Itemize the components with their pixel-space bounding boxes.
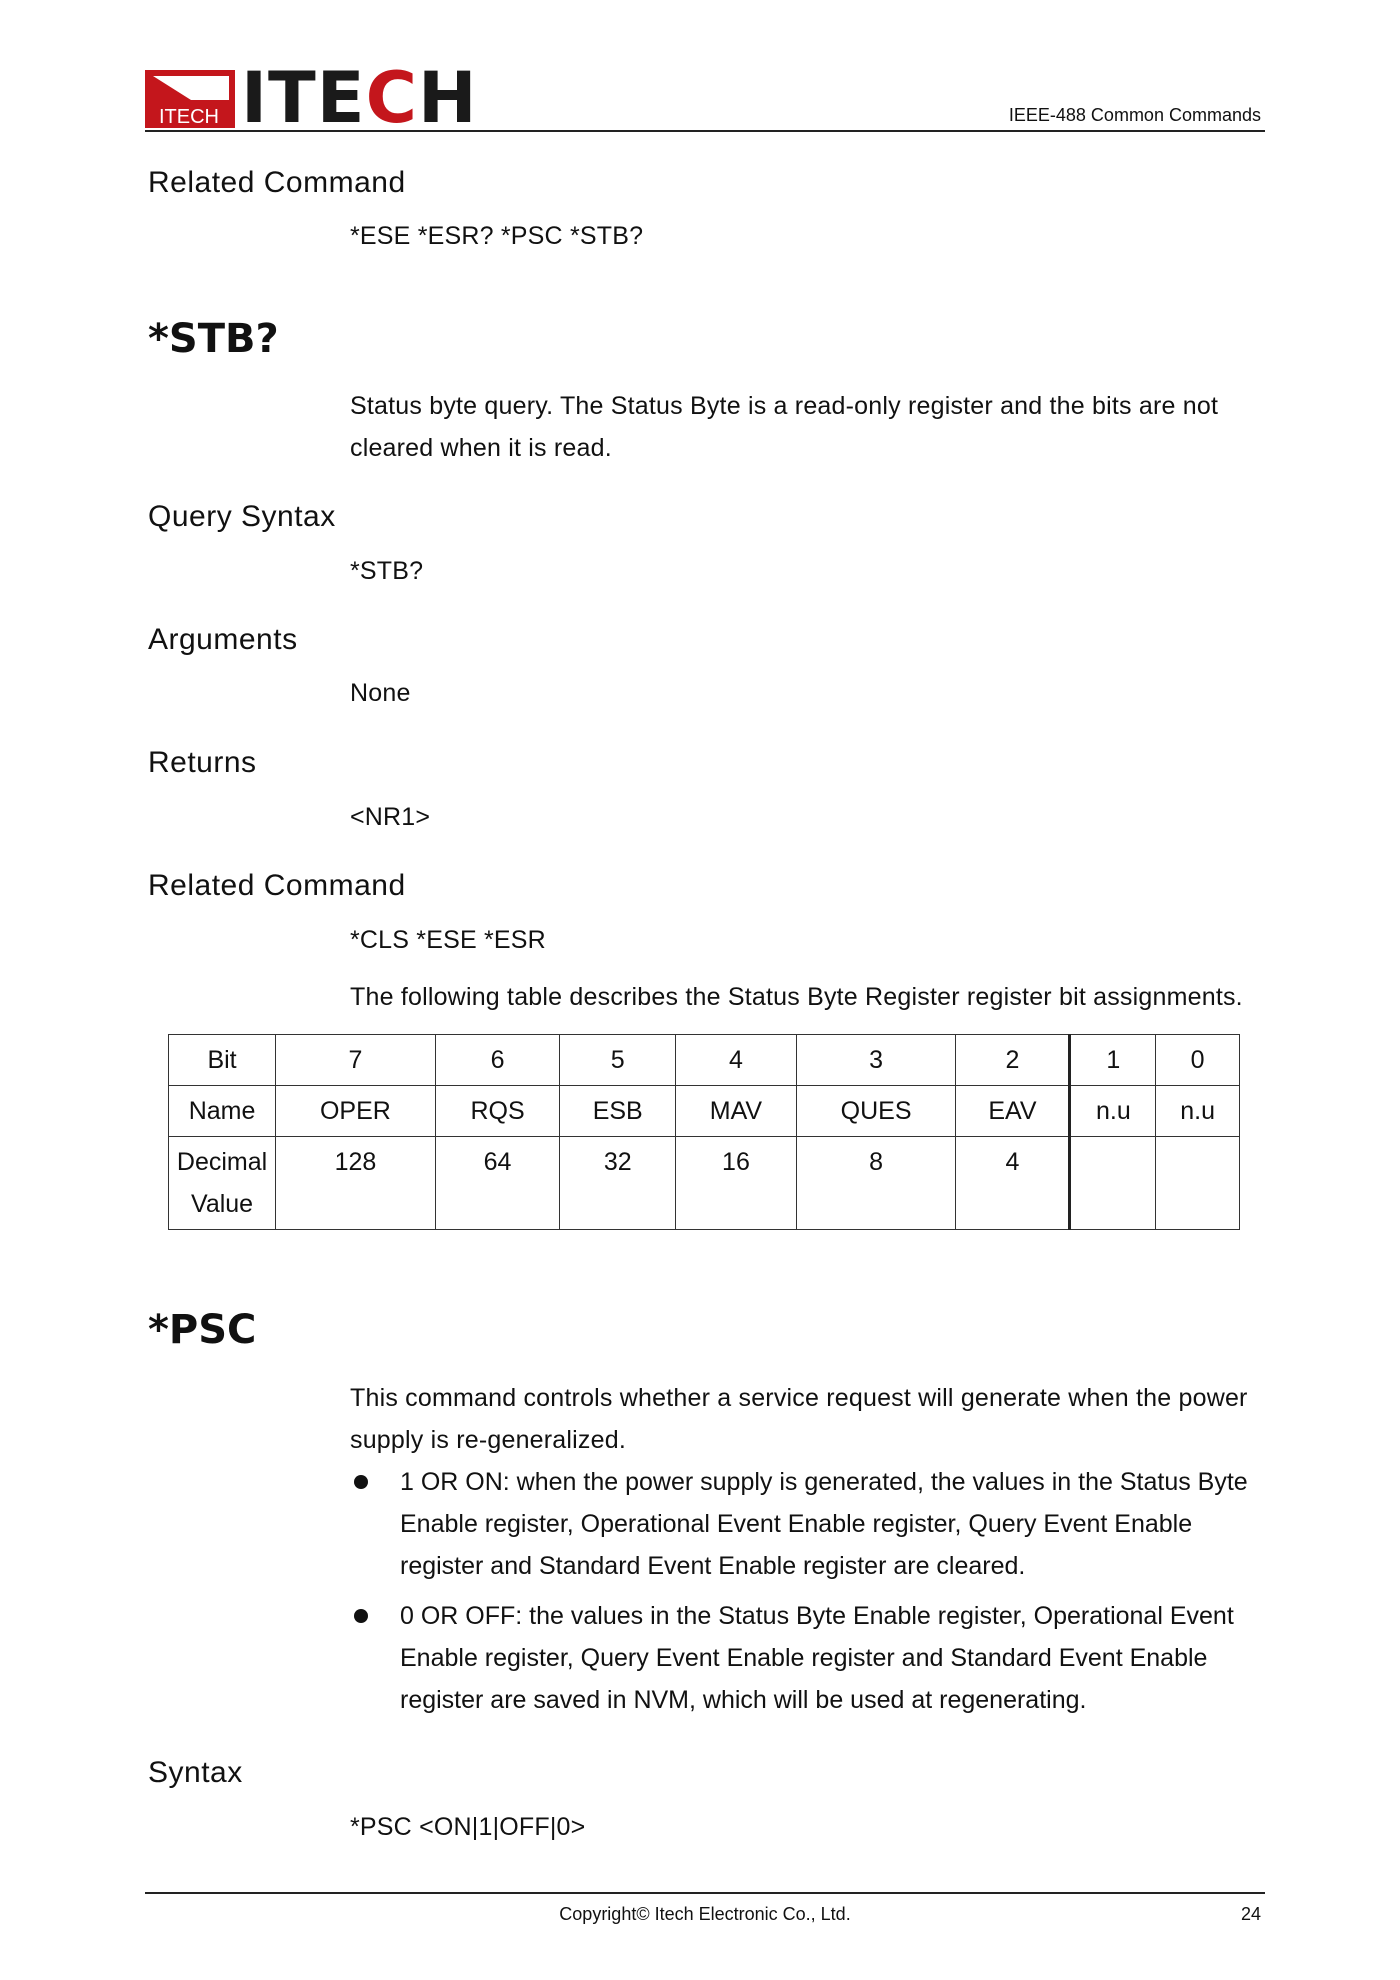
table-cell: 5: [560, 1035, 676, 1086]
table-cell: 3: [796, 1035, 956, 1086]
bullet-text: 0 OR OFF: the values in the Status Byte Enable register, Operational Event Enable register, Query Event Enable register and Standard Event Enable register are saved in NVM, which will be used at regenerating.: [400, 1602, 1234, 1714]
stb-related-command-heading: Related Command: [148, 869, 406, 902]
itech-logo-mark-icon: [145, 70, 235, 128]
stb-query-syntax-heading: Query Syntax: [148, 500, 336, 533]
prev-related-command-heading: Related Command: [148, 166, 406, 199]
stb-returns-value: <NR1>: [350, 803, 431, 831]
status-byte-register-table: [168, 1034, 1240, 1230]
table-cell: EAV: [956, 1086, 1070, 1137]
table-cell: n.u: [1070, 1086, 1156, 1137]
table-cell: ESB: [560, 1086, 676, 1137]
table-cell: 16: [676, 1137, 797, 1230]
psc-description: This command controls whether a service request will generate when the power supply is re-generalized.: [350, 1384, 1248, 1454]
psc-syntax-value: *PSC <ON|1|OFF|0>: [350, 1813, 586, 1841]
table-cell: 1: [1070, 1035, 1156, 1086]
stb-related-command-value: *CLS *ESE *ESR: [350, 926, 546, 954]
table-cell: 7: [276, 1035, 436, 1086]
table-cell: 0: [1156, 1035, 1240, 1086]
table-row-bit: [169, 1035, 1240, 1086]
page-number: 24: [1240, 1904, 1261, 1924]
table-cell: 6: [435, 1035, 560, 1086]
stb-arguments-heading: Arguments: [148, 623, 298, 656]
bullet-dot-icon: [354, 1475, 368, 1489]
stb-query-syntax-value: *STB?: [350, 557, 424, 585]
psc-bullet-list: [350, 1461, 1270, 1729]
table-row-name: [169, 1086, 1240, 1137]
prev-related-command-value: *ESE *ESR? *PSC *STB?: [350, 222, 644, 250]
table-cell: Bit: [169, 1035, 276, 1086]
table-cell: OPER: [276, 1086, 436, 1137]
itech-logo: [145, 57, 478, 139]
psc-syntax-heading: Syntax: [148, 1756, 243, 1789]
table-cell: Name: [169, 1086, 276, 1137]
table-cell: MAV: [676, 1086, 797, 1137]
stb-command-title: *STB?: [148, 316, 279, 362]
bullet-dot-icon: [354, 1609, 368, 1623]
logo-wordmark-part-b: C: [365, 57, 418, 139]
stb-table-intro: The following table describes the Status Byte Register register bit assignments.: [350, 983, 1243, 1011]
table-cell: 4: [956, 1137, 1070, 1230]
table-cell: [1156, 1137, 1240, 1230]
stb-description: Status byte query. The Status Byte is a read-only register and the bits are not cleared when it is read.: [350, 392, 1219, 462]
table-cell: RQS: [435, 1086, 560, 1137]
psc-command-title: *PSC: [148, 1307, 257, 1353]
list-item: [350, 1595, 1270, 1721]
logo-small-text: ITECH: [159, 106, 219, 128]
stb-returns-heading: Returns: [148, 746, 257, 779]
table-cell: 64: [435, 1137, 560, 1230]
table-row-decimal-value: [169, 1137, 1240, 1230]
table-cell: 128: [276, 1137, 436, 1230]
stb-arguments-value: None: [350, 679, 411, 707]
table-cell: n.u: [1156, 1086, 1240, 1137]
logo-wordmark: [241, 57, 478, 139]
table-cell: 8: [796, 1137, 956, 1230]
table-cell: 2: [956, 1035, 1070, 1086]
logo-wordmark-part-c: H: [418, 57, 478, 139]
header-section-title: IEEE-488 Common Commands: [1008, 105, 1261, 125]
table-cell: Decimal Value: [169, 1137, 276, 1230]
footer-copyright: Copyright© Itech Electronic Co., Ltd.: [559, 1904, 851, 1924]
table-cell: 32: [560, 1137, 676, 1230]
bullet-text: 1 OR ON: when the power supply is generated, the values in the Status Byte Enable register, Operational Event Enable register, Query Event Enable register and Standard Event Enable register are cleared.: [400, 1468, 1248, 1580]
logo-wordmark-part-a: ITE: [241, 57, 366, 139]
page-header: [145, 57, 1265, 139]
table-cell: 4: [676, 1035, 797, 1086]
list-item: [350, 1461, 1270, 1587]
table-cell: [1070, 1137, 1156, 1230]
table-cell: QUES: [796, 1086, 956, 1137]
page-footer: [145, 1892, 1265, 1934]
